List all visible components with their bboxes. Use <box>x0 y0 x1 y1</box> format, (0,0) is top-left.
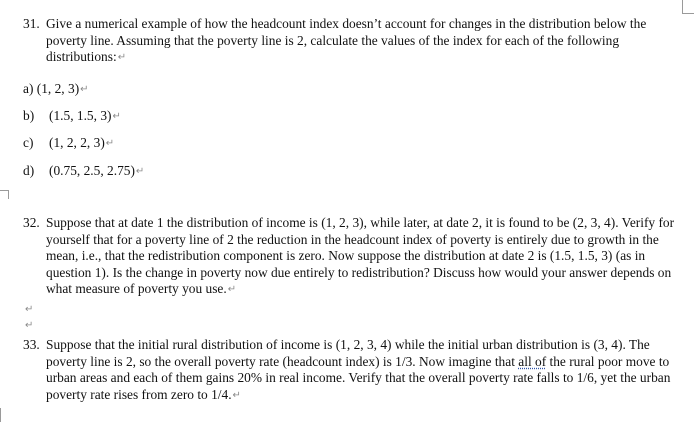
paragraph-mark-icon: ↵ <box>135 166 145 177</box>
list-item-c <box>23 135 114 152</box>
crop-mark-bottom-left <box>0 408 1 422</box>
question-text: Give a numerical example of how the headcount index doesn’t account for changes in the distribution below the poverty line. Assuming that the poverty line is 2, calculate the values of the index for each of the following distributions:↵ <box>46 16 647 64</box>
paragraph-mark-icon: ↵ <box>80 84 89 95</box>
question-33 <box>23 337 683 404</box>
paragraph-mark-icon: ↵ <box>232 389 241 401</box>
item-value: (0.75, 2.5, 2.75) <box>49 163 135 178</box>
question-number: 32. <box>23 215 40 230</box>
item-label: b) <box>23 108 35 123</box>
paragraph-mark-icon: ↵ <box>25 304 34 315</box>
crop-mark-top-right <box>682 0 694 14</box>
item-label: d) <box>23 163 35 178</box>
question-text: Suppose that at date 1 the distribution of income is (1, 2, 3), while later, at date 2, it is found to be (2, 3, 4). Verify for yourself that for a poverty line of 2 the reduction in the headcount index of poverty is entirely due to growth in the mean, i.e., that the redistribution component is zero. Now suppose the distribution at date 2 is (1.5, 1.5, 3) (as in question 1). Is the change in poverty now due entirely to redistribution? Discuss how would your answer depends on what measure of poverty you use.↵ <box>46 215 675 296</box>
paragraph-mark-icon: ↵ <box>105 138 115 149</box>
paragraph-mark-icon: ↵ <box>112 111 121 122</box>
question-number: 31. <box>23 16 40 31</box>
list-item-b <box>23 108 121 125</box>
paragraph-mark-icon: ↵ <box>117 52 127 63</box>
item-value: (1, 2, 2, 3) <box>49 135 105 150</box>
crop-mark-left <box>0 190 9 199</box>
question-number: 33. <box>23 337 40 352</box>
spellcheck-underline: all of <box>518 353 547 369</box>
list-item-a <box>23 81 89 98</box>
item-value: (1.5, 1.5, 3) <box>49 108 112 123</box>
question-31 <box>23 16 683 67</box>
item-label: a) <box>23 81 34 96</box>
paragraph-mark-icon: ↵ <box>227 284 237 295</box>
item-label: c) <box>23 135 34 150</box>
question-text: Suppose that the initial rural distribution of income is (1, 2, 3, 4) while the initial urban distribution is (3, 4). The poverty line is 2, so the overall poverty rate (headcount index) is 1/3. Now imagine that all of the rural poor move to urban areas and each of them gains 20% in real income. Verify that the overall poverty rate falls to 1/6, yet the urban poverty rate rises from zero to 1/4.↵ <box>46 337 671 402</box>
list-item-d <box>23 163 144 180</box>
question-32 <box>23 215 683 299</box>
paragraph-mark-icon: ↵ <box>25 320 34 331</box>
item-value: (1, 2, 3) <box>36 81 80 96</box>
